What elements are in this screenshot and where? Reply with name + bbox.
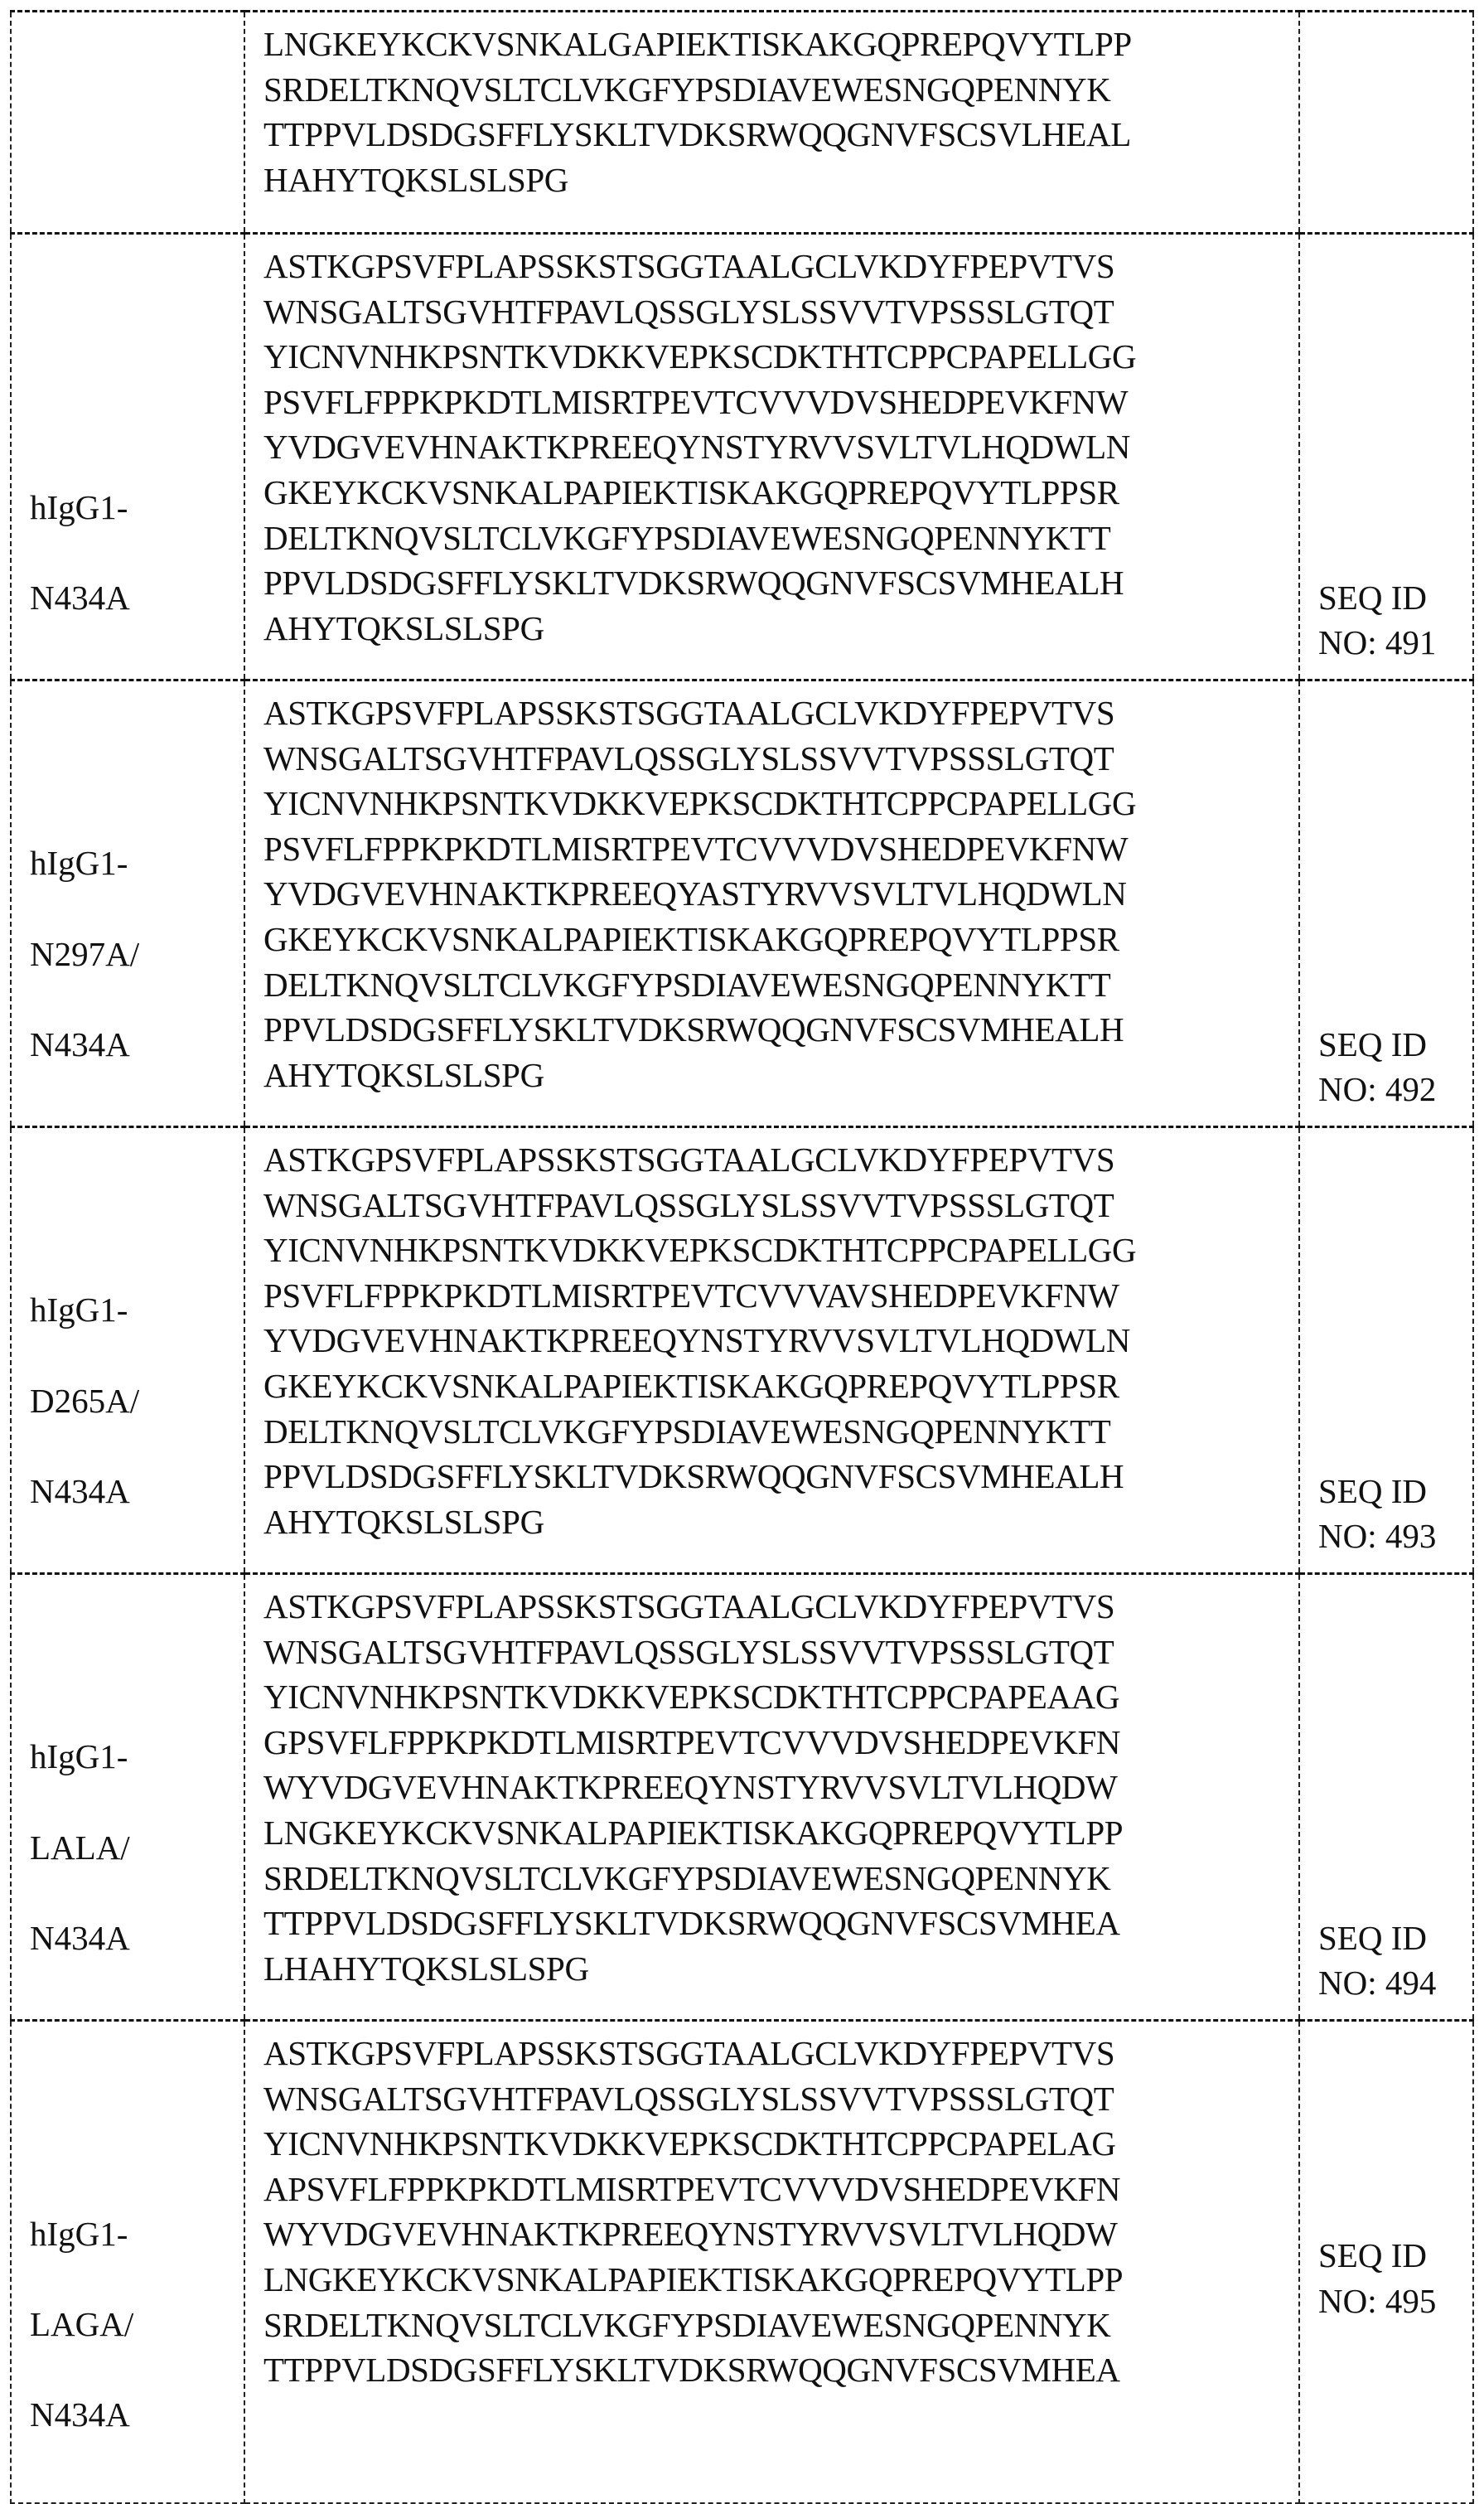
variant-name-cell bbox=[11, 2021, 244, 2504]
sequence-line: AHYTQKSLSLSPG bbox=[263, 1055, 544, 1094]
variant-name-line: N297A/ bbox=[30, 934, 140, 973]
sequence-line: TTPPVLDSDGSFFLYSKLTVDKSRWQQGNVFSCSVMHEA bbox=[263, 1904, 1120, 1943]
sequence-line: ASTKGPSVFPLAPSSKSTSGGTAALGCLVKDYFPEPVTVS bbox=[263, 694, 1115, 732]
sequence-line: SRDELTKNQVSLTCLVKGFYPSDIAVEWESNGQPENNYK bbox=[263, 1858, 1111, 1897]
sequence-line: LNGKEYKCKVSNKALGAPIEKTISKAKGQPREPQVYTLPP bbox=[263, 25, 1132, 63]
sequence-line: DELTKNQVSLTCLVKGFYPSDIAVEWESNGQPENNYKTT bbox=[263, 965, 1111, 1004]
seq-id-cell bbox=[1299, 1574, 1473, 2021]
variant-name-line: N434A bbox=[30, 2395, 130, 2434]
sequence-line: AHYTQKSLSLSPG bbox=[263, 608, 544, 647]
sequence-cell bbox=[244, 234, 1299, 680]
variant-name-cell bbox=[11, 1574, 244, 2021]
sequence-line: GKEYKCKVSNKALPAPIEKTISKAKGQPREPQVYTLPPSR bbox=[263, 1366, 1119, 1405]
sequence-line: YICNVNHKPSNTKVDKKVEPKSCDKTHTCPPCPAPELLGG bbox=[263, 1231, 1137, 1270]
sequence-line: WNSGALTSGVHTFPAVLQSSGLYSLSSVVTVPSSSLGTQT bbox=[263, 1632, 1114, 1671]
sequence-line: LNGKEYKCKVSNKALPAPIEKTISKAKGQPREPQVYTLPP bbox=[263, 2259, 1124, 2298]
seq-id-cell bbox=[1299, 12, 1473, 234]
sequence-cell bbox=[244, 1127, 1299, 1574]
sequence-cell bbox=[244, 1574, 1299, 2021]
sequence-line: WNSGALTSGVHTFPAVLQSSGLYSLSSVVTVPSSSLGTQT bbox=[263, 1185, 1114, 1224]
variant-name-cell bbox=[11, 680, 244, 1127]
seq-id-number: NO: 493 bbox=[1318, 1517, 1437, 1556]
variant-name-line: hIgG1- bbox=[30, 1291, 128, 1329]
variant-name-line: hIgG1- bbox=[30, 2214, 128, 2253]
sequence-line: GKEYKCKVSNKALPAPIEKTISKAKGQPREPQVYTLPPSR bbox=[263, 472, 1119, 511]
seq-id-number: NO: 495 bbox=[1318, 2282, 1437, 2320]
sequence-line: GKEYKCKVSNKALPAPIEKTISKAKGQPREPQVYTLPPSR bbox=[263, 919, 1119, 958]
sequence-line: PPVLDSDGSFFLYSKLTVDKSRWQQGNVFSCSVMHEALH bbox=[263, 1010, 1124, 1049]
sequence-line: AHYTQKSLSLSPG bbox=[263, 1502, 544, 1541]
sequence-line: YVDGVEVHNAKTKPREEQYNSTYRVVSVLTVLHQDWLN bbox=[263, 428, 1130, 467]
sequence-line: TTPPVLDSDGSFFLYSKLTVDKSRWQQGNVFSCSVLHEAL bbox=[263, 115, 1131, 154]
seq-id-number: NO: 491 bbox=[1318, 623, 1437, 662]
sequence-line: WNSGALTSGVHTFPAVLQSSGLYSLSSVVTVPSSSLGTQT bbox=[263, 739, 1114, 777]
sequence-line: ASTKGPSVFPLAPSSKSTSGGTAALGCLVKDYFPEPVTVS bbox=[263, 1141, 1115, 1179]
seq-id-label: SEQ ID bbox=[1318, 1918, 1427, 1957]
seq-id-cell bbox=[1299, 1127, 1473, 1574]
variant-name-cell bbox=[11, 12, 244, 234]
variant-name-line: N434A bbox=[30, 1471, 130, 1510]
sequence-line: PSVFLFPPKPKDTLMISRTPEVTCVVVDVSHEDPEVKFNW bbox=[263, 829, 1129, 868]
sequence-line: SRDELTKNQVSLTCLVKGFYPSDIAVEWESNGQPENNYK bbox=[263, 70, 1111, 109]
sequence-line: GPSVFLFPPKPKDTLMISRTPEVTCVVVDVSHEDPEVKFN bbox=[263, 1722, 1121, 1761]
table-row bbox=[11, 680, 1473, 1127]
sequence-table bbox=[10, 10, 1474, 2504]
sequence-line: WYVDGVEVHNAKTKPREEQYNSTYRVVSVLTVLHQDW bbox=[263, 2215, 1118, 2254]
sequence-line: ASTKGPSVFPLAPSSKSTSGGTAALGCLVKDYFPEPVTVS bbox=[263, 1587, 1115, 1625]
seq-id-cell bbox=[1299, 2021, 1473, 2504]
seq-id-label: SEQ ID bbox=[1318, 2236, 1427, 2275]
table-row bbox=[11, 1574, 1473, 2021]
sequence-line: PSVFLFPPKPKDTLMISRTPEVTCVVVAVSHEDPEVKFNW bbox=[263, 1276, 1119, 1315]
seq-id-label: SEQ ID bbox=[1318, 578, 1427, 617]
sequence-line: ASTKGPSVFPLAPSSKSTSGGTAALGCLVKDYFPEPVTVS bbox=[263, 247, 1115, 285]
sequence-line: YICNVNHKPSNTKVDKKVEPKSCDKTHTCPPCPAPELLGG bbox=[263, 784, 1137, 823]
variant-name-cell bbox=[11, 1127, 244, 1574]
variant-name-line: D265A/ bbox=[30, 1381, 140, 1420]
sequence-line: WYVDGVEVHNAKTKPREEQYNSTYRVVSVLTVLHQDW bbox=[263, 1768, 1118, 1807]
sequence-line: DELTKNQVSLTCLVKGFYPSDIAVEWESNGQPENNYKTT bbox=[263, 1412, 1111, 1451]
seq-id-label: SEQ ID bbox=[1318, 1024, 1427, 1063]
seq-id-cell bbox=[1299, 234, 1473, 680]
sequence-line: YICNVNHKPSNTKVDKKVEPKSCDKTHTCPPCPAPELLGG bbox=[263, 337, 1137, 376]
sequence-line: PSVFLFPPKPKDTLMISRTPEVTCVVVDVSHEDPEVKFNW bbox=[263, 382, 1129, 421]
sequence-line: DELTKNQVSLTCLVKGFYPSDIAVEWESNGQPENNYKTT bbox=[263, 518, 1111, 557]
seq-id-number: NO: 492 bbox=[1318, 1070, 1437, 1109]
sequence-line: APSVFLFPPKPKDTLMISRTPEVTCVVVDVSHEDPEVKFN bbox=[263, 2169, 1121, 2208]
variant-name-line: N434A bbox=[30, 1024, 130, 1063]
sequence-cell bbox=[244, 2021, 1299, 2504]
table-row bbox=[11, 234, 1473, 680]
sequence-table-body bbox=[11, 12, 1473, 2504]
sequence-line: SRDELTKNQVSLTCLVKGFYPSDIAVEWESNGQPENNYK bbox=[263, 2305, 1111, 2344]
variant-name-line: hIgG1- bbox=[30, 844, 128, 883]
sequence-line: PPVLDSDGSFFLYSKLTVDKSRWQQGNVFSCSVMHEALH bbox=[263, 564, 1124, 603]
variant-name-line: N434A bbox=[30, 578, 130, 617]
variant-name-cell bbox=[11, 234, 244, 680]
sequence-line: WNSGALTSGVHTFPAVLQSSGLYSLSSVVTVPSSSLGTQT bbox=[263, 2079, 1114, 2118]
table-row bbox=[11, 2021, 1473, 2504]
variant-name-line: N434A bbox=[30, 1918, 130, 1957]
variant-name-line: LAGA/ bbox=[30, 2304, 134, 2343]
sequence-line: YVDGVEVHNAKTKPREEQYNSTYRVVSVLTVLHQDWLN bbox=[263, 1321, 1130, 1360]
sequence-line: TTPPVLDSDGSFFLYSKLTVDKSRWQQGNVFSCSVMHEA bbox=[263, 2351, 1120, 2390]
sequence-line: LNGKEYKCKVSNKALPAPIEKTISKAKGQPREPQVYTLPP bbox=[263, 1813, 1124, 1852]
sequence-cell bbox=[244, 680, 1299, 1127]
sequence-cell bbox=[244, 12, 1299, 234]
seq-id-label: SEQ ID bbox=[1318, 1471, 1427, 1510]
sequence-line: YVDGVEVHNAKTKPREEQYASTYRVVSVLTVLHQDWLN bbox=[263, 874, 1127, 913]
seq-id-number: NO: 494 bbox=[1318, 1964, 1437, 2003]
sequence-line: WNSGALTSGVHTFPAVLQSSGLYSLSSVVTVPSSSLGTQT bbox=[263, 292, 1114, 331]
sequence-line: YICNVNHKPSNTKVDKKVEPKSCDKTHTCPPCPAPEAAG bbox=[263, 1678, 1120, 1717]
variant-name-line: hIgG1- bbox=[30, 487, 128, 526]
sequence-line: ASTKGPSVFPLAPSSKSTSGGTAALGCLVKDYFPEPVTVS bbox=[263, 2034, 1115, 2072]
variant-name-line: hIgG1- bbox=[30, 1737, 128, 1776]
seq-id-cell bbox=[1299, 680, 1473, 1127]
table-row bbox=[11, 12, 1473, 234]
sequence-line: PPVLDSDGSFFLYSKLTVDKSRWQQGNVFSCSVMHEALH bbox=[263, 1457, 1124, 1496]
sequence-line: LHAHYTQKSLSLSPG bbox=[263, 1949, 589, 1988]
sequence-line: YICNVNHKPSNTKVDKKVEPKSCDKTHTCPPCPAPELAG bbox=[263, 2124, 1116, 2163]
variant-name-line: LALA/ bbox=[30, 1828, 130, 1867]
table-row bbox=[11, 1127, 1473, 1574]
sequence-line: HAHYTQKSLSLSPG bbox=[263, 160, 569, 199]
